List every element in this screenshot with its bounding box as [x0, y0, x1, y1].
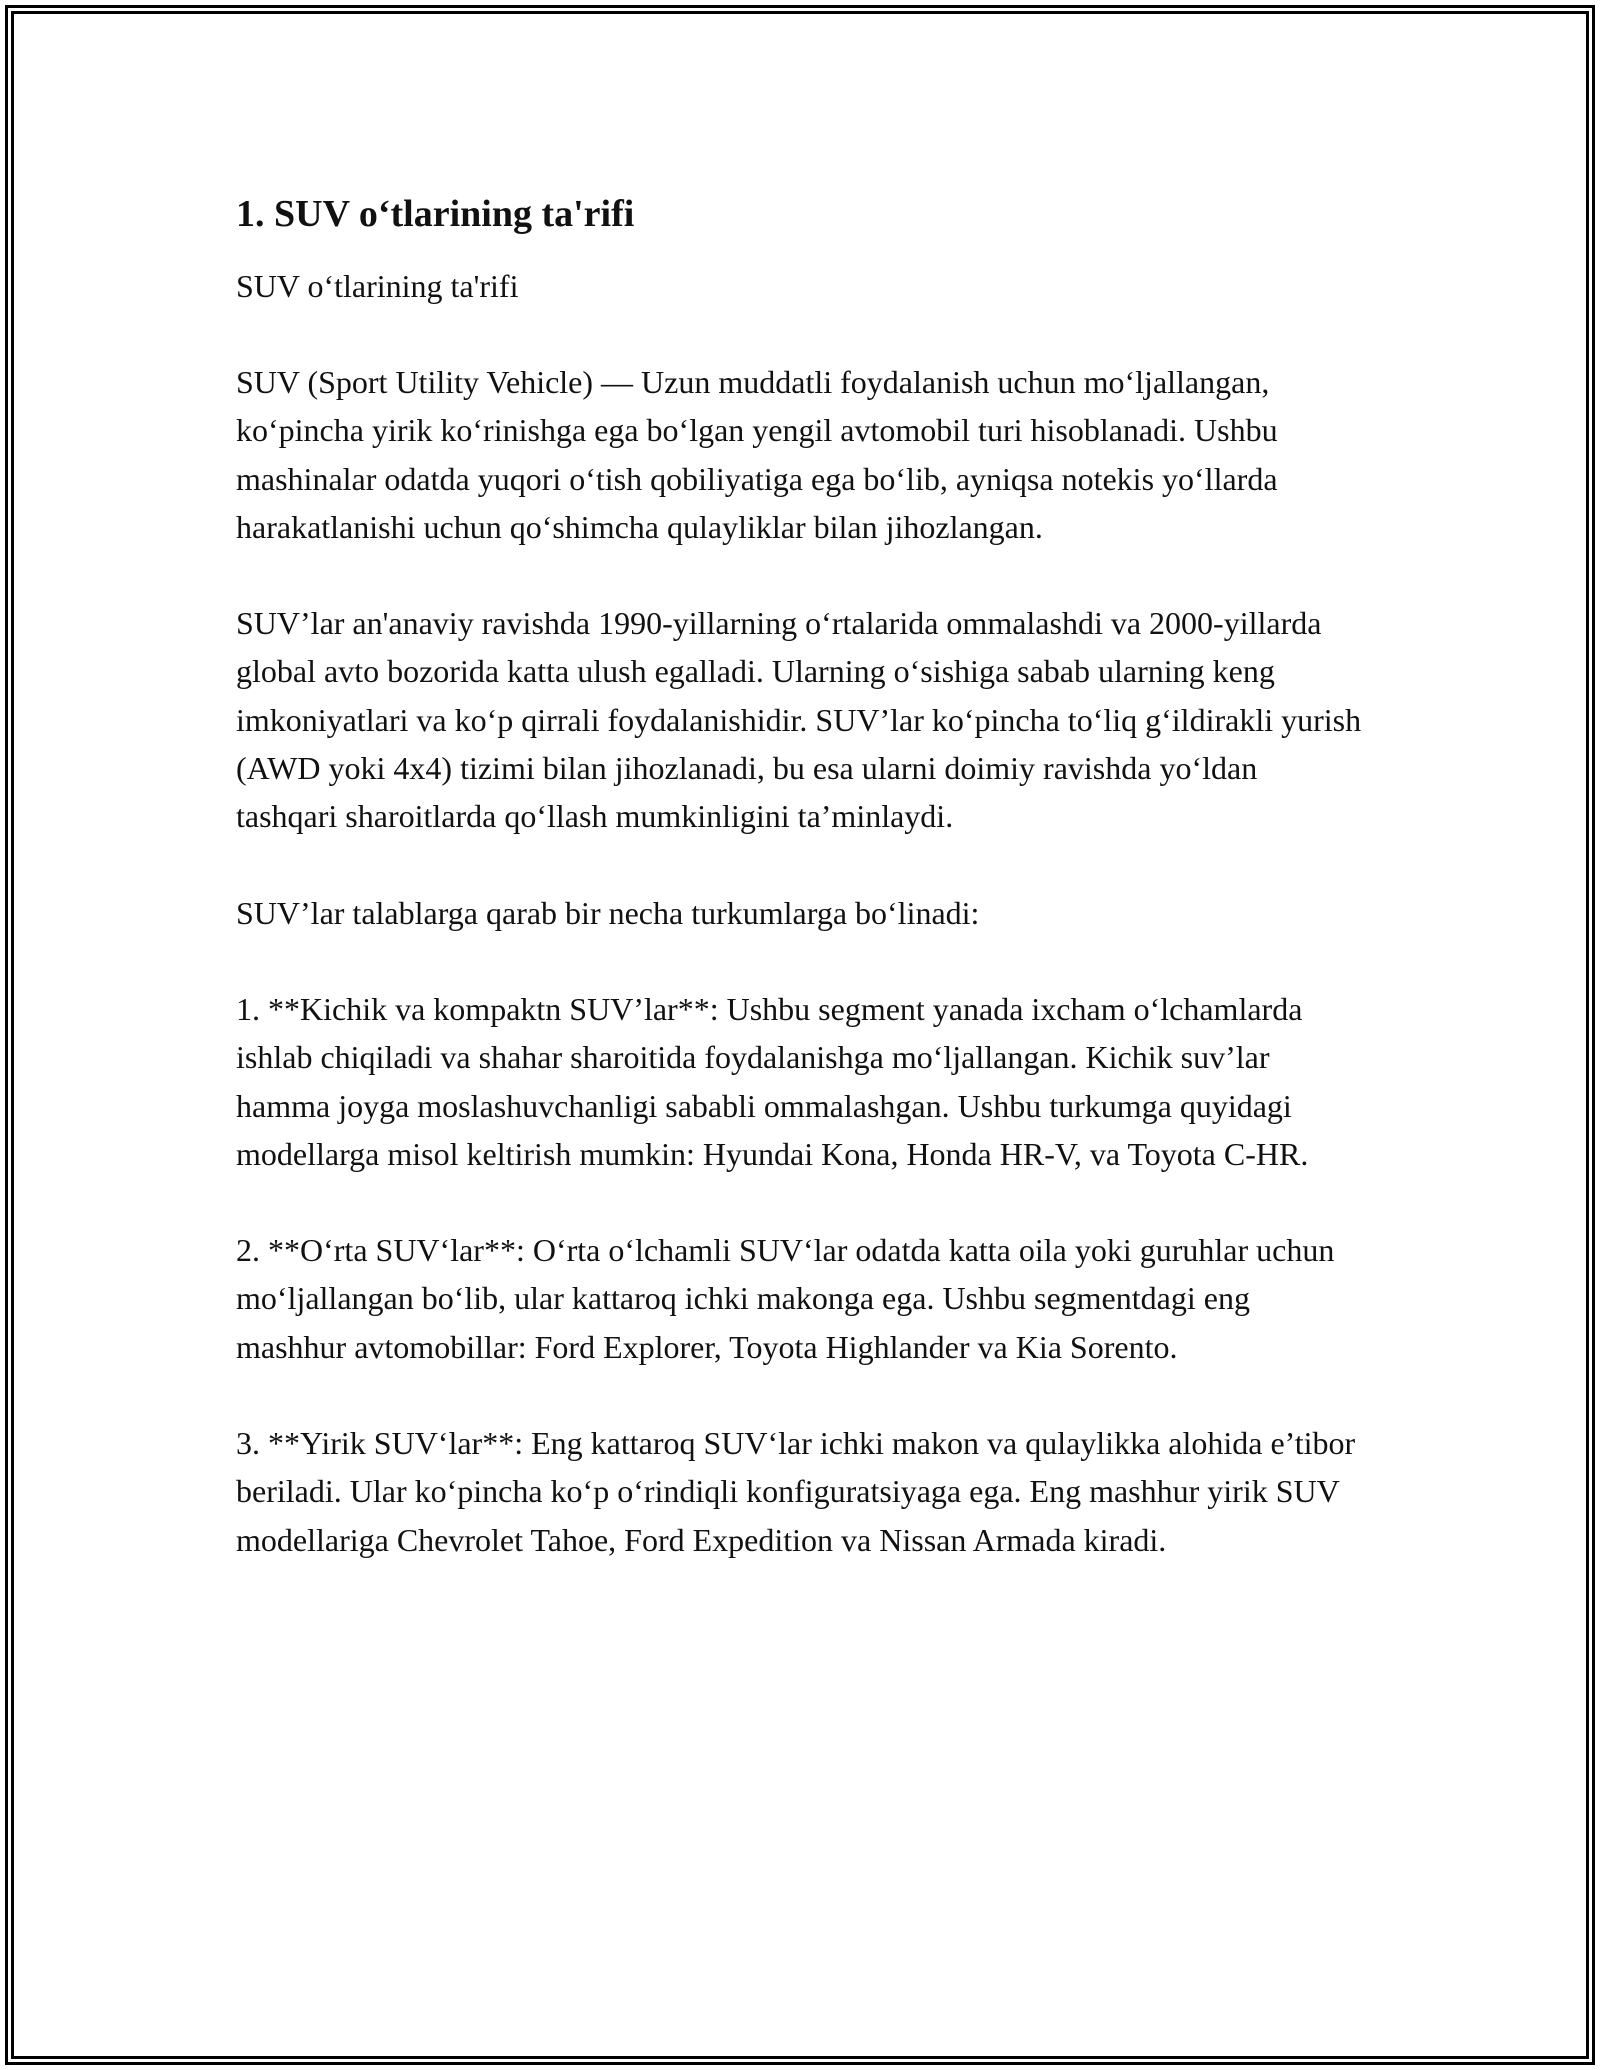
paragraph-categories-intro: SUV’lar talablarga qarab bir necha turkumlarga bo‘linadi:	[236, 894, 980, 931]
list-item-small-suv: 1. **Kichik va kompaktn SUV’lar**: Ushbu segment yanada ixcham o‘lchamlarda ishlab chiqiladi va shahar sharoitida foydalanishga mo‘ljallangan. Kichik suv’lar hamma joyga moslashuvchanligi sababli ommalashgan. Ushbu turkumga quyidagi modellarga misol keltirish mumkin: Hyundai Kona, Honda HR-V, va Toyota C-HR.	[236, 990, 1309, 1172]
document-subtitle: SUV o‘tlarining ta'rifi	[236, 268, 519, 304]
paragraph-definition: SUV (Sport Utility Vehicle) — Uzun muddatli foydalanish uchun mo‘ljallangan, ko‘pincha yirik ko‘rinishga ega bo‘lgan yengil avtomobil turi hisoblanadi. Ushbu mashinalar odatda yuqori o‘tish qobiliyatiga ega bo‘lib, ayniqsa notekis yo‘llarda harakatlanishi uchun qo‘shimcha qulayliklar bilan jihozlangan.	[236, 364, 1278, 545]
list-item-large-suv: 3. **Yirik SUV‘lar**: Eng kattaroq SUV‘lar ichki makon va qulaylikka alohida e’tibor beriladi. Ular ko‘pincha ko‘p o‘rindiqli konfiguratsiyaga ega. Eng mashhur yirik SUV modellariga Chevrolet Tahoe, Ford Expedition va Nissan Armada kiradi.	[236, 1425, 1356, 1558]
document-body	[236, 188, 1366, 1564]
paragraph-history: SUV’lar an'anaviy ravishda 1990-yillarning o‘rtalarida ommalashdi va 2000-yillarda global avto bozorida katta ulush egalladi. Ularning o‘sishiga sabab ularning keng imkoniyatlari va ko‘p qirrali foydalanishidir. SUV’lar ko‘pincha to‘liq g‘ildirakli yurish (AWD yoki 4x4) tizimi bilan jihozlanadi, bu esa ularni doimiy ravishda yo‘ldan tashqari sharoitlarda qo‘llash mumkinligini ta’minlaydi.	[236, 605, 1362, 835]
document-title: 1. SUV o‘tlarining ta'rifi	[236, 193, 635, 235]
list-item-midsize-suv: 2. **O‘rta SUV‘lar**: O‘rta o‘lchamli SUV‘lar odatda katta oila yoki guruhlar uchun mo‘ljallangan bo‘lib, ular kattaroq ichki makonga ega. Ushbu segmentdagi eng mashhur avtomobillar: Ford Explorer, Toyota Highlander va Kia Sorento.	[236, 1232, 1335, 1365]
